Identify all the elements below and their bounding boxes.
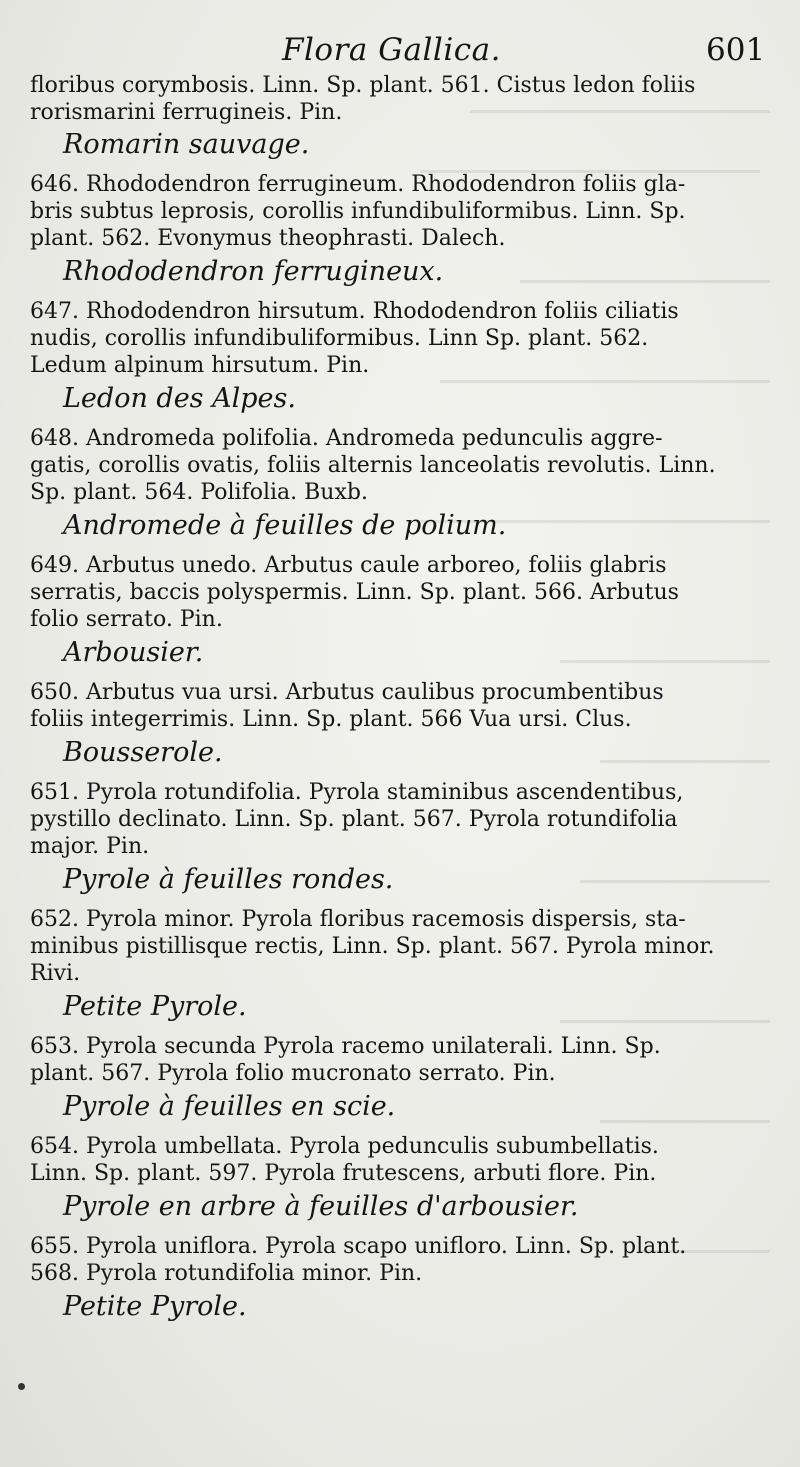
vernacular-name: Petite Pyrole. <box>63 1291 247 1322</box>
text-line: 651. Pyrola rotundifolia. Pyrola staminibus ascendentibus, <box>30 780 684 805</box>
vernacular-name: Arbousier. <box>63 637 204 668</box>
vernacular-name: Andromede à feuilles de polium. <box>63 510 507 541</box>
vernacular-name: Pyrole à feuilles rondes. <box>63 864 394 895</box>
text-line: 653. Pyrola secunda Pyrola racemo unilaterali. Linn. Sp. <box>30 1034 661 1059</box>
text-line: plant. 567. Pyrola folio mucronato serrato. Pin. <box>30 1061 556 1086</box>
vernacular-name: Rhododendron ferrugineux. <box>63 256 444 287</box>
text-line: pystillo declinato. Linn. Sp. plant. 567. Pyrola rotundifolia <box>30 807 678 832</box>
entry-654 <box>30 1133 775 1224</box>
text-line: rorismarini ferrugineis. Pin. <box>30 100 343 125</box>
text-line: 655. Pyrola uniflora. Pyrola scapo unifloro. Linn. Sp. plant. <box>30 1234 687 1259</box>
entry-648 <box>30 425 775 543</box>
vernacular-name: Romarin sauvage. <box>63 129 310 160</box>
ink-spot <box>18 1383 25 1390</box>
entry-650 <box>30 679 775 770</box>
entry-655 <box>30 1233 775 1324</box>
text-line: Ledum alpinum hirsutum. Pin. <box>30 353 370 378</box>
text-line: 647. Rhododendron hirsutum. Rhododendron foliis ciliatis <box>30 299 679 324</box>
text-line: 654. Pyrola umbellata. Pyrola pedunculis subumbellatis. <box>30 1134 659 1159</box>
entry-652 <box>30 906 775 1024</box>
continuation-entry <box>30 72 775 162</box>
text-line: gatis, corollis ovatis, foliis alternis lanceolatis revolutis. Linn. <box>30 453 716 478</box>
text-line: Sp. plant. 564. Polifolia. Buxb. <box>30 480 368 505</box>
text-line: minibus pistillisque rectis, Linn. Sp. plant. 567. Pyrola minor. <box>30 934 715 959</box>
text-line: 648. Andromeda polifolia. Andromeda pedunculis aggre- <box>30 426 663 451</box>
vernacular-name: Petite Pyrole. <box>63 991 247 1022</box>
entry-646 <box>30 171 775 289</box>
vernacular-name: Ledon des Alpes. <box>63 383 296 414</box>
text-line: major. Pin. <box>30 834 150 859</box>
text-line: folio serrato. Pin. <box>30 607 223 632</box>
text-line: 568. Pyrola rotundifolia minor. Pin. <box>30 1261 423 1286</box>
text-line: serratis, baccis polyspermis. Linn. Sp. plant. 566. Arbutus <box>30 580 679 605</box>
running-title: Flora Gallica. <box>282 32 501 68</box>
text-line: floribus corymbosis. Linn. Sp. plant. 561. Cistus ledon foliis <box>30 73 696 98</box>
vernacular-name: Pyrole à feuilles en scie. <box>63 1091 396 1122</box>
entry-653 <box>30 1033 775 1124</box>
text-line: plant. 562. Evonymus theophrasti. Dalech. <box>30 226 506 251</box>
text-block <box>30 72 775 1324</box>
entry-647 <box>30 298 775 416</box>
entry-649 <box>30 552 775 670</box>
entry-651 <box>30 779 775 897</box>
text-line: bris subtus leprosis, corollis infundibuliformibus. Linn. Sp. <box>30 199 686 224</box>
text-line: 649. Arbutus unedo. Arbutus caule arboreo, foliis glabris <box>30 553 667 578</box>
vernacular-name: Pyrole en arbre à feuilles d'arbousier. <box>63 1191 579 1222</box>
text-line: nudis, corollis infundibuliformibus. Linn Sp. plant. 562. <box>30 326 649 351</box>
text-line: Linn. Sp. plant. 597. Pyrola frutescens, arbuti flore. Pin. <box>30 1161 657 1186</box>
text-line: Rivi. <box>30 961 81 986</box>
vernacular-name: Bousserole. <box>63 737 223 768</box>
page-header <box>0 28 800 72</box>
text-line: foliis integerrimis. Linn. Sp. plant. 566 Vua ursi. Clus. <box>30 707 632 732</box>
text-line: 650. Arbutus vua ursi. Arbutus caulibus procumbentibus <box>30 680 664 705</box>
text-line: 652. Pyrola minor. Pyrola floribus racemosis dispersis, sta- <box>30 907 686 932</box>
text-line: 646. Rhododendron ferrugineum. Rhododendron foliis gla- <box>30 172 686 197</box>
page-number: 601 <box>706 32 766 68</box>
